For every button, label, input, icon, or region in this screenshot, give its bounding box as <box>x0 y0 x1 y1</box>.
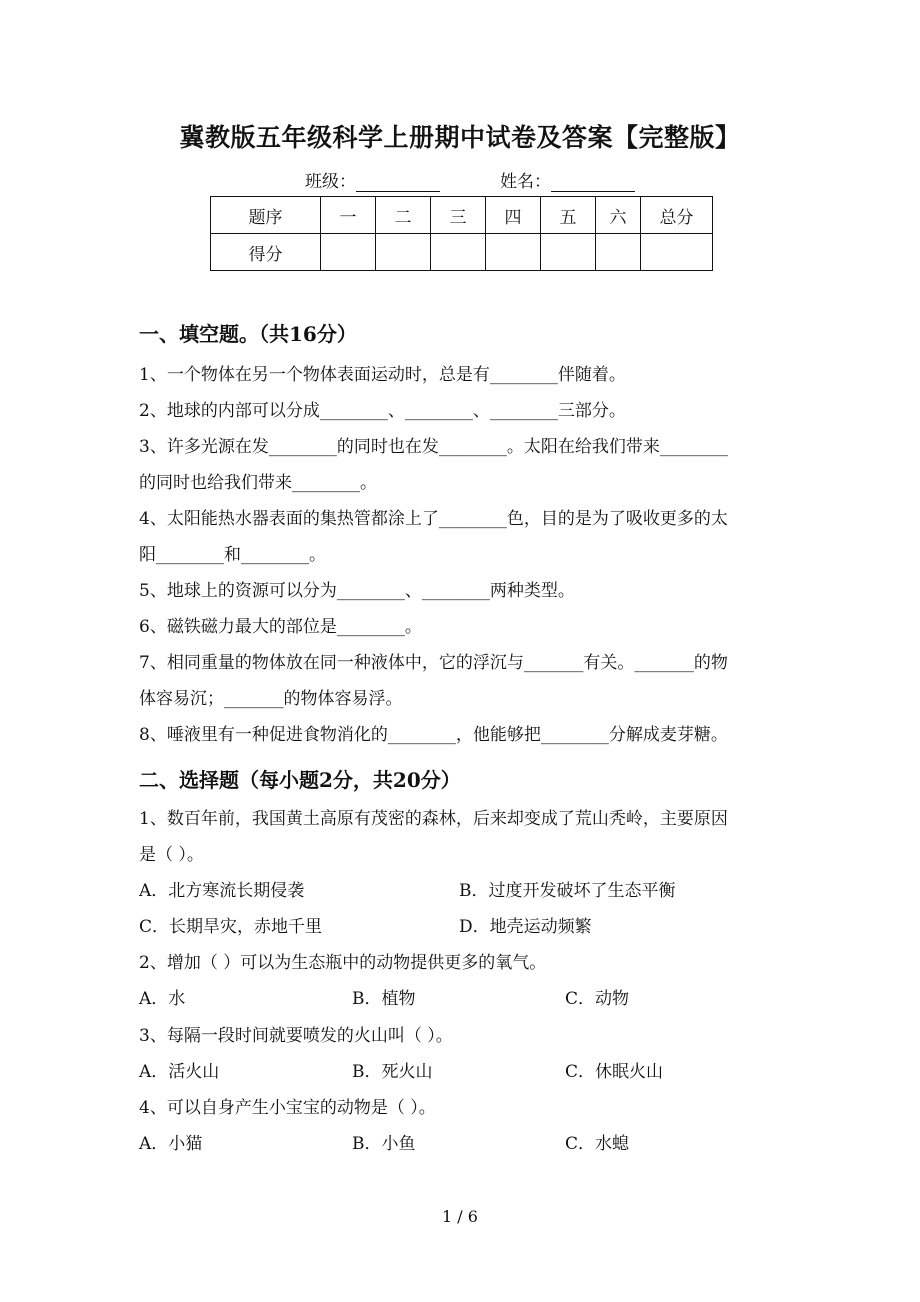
question-line: 的同时也给我们带来________。 <box>139 473 377 493</box>
option-a[interactable]: A．水 <box>139 989 186 1009</box>
table-cell: 六 <box>596 197 641 234</box>
score-input-cell[interactable] <box>321 234 376 271</box>
option-c[interactable]: C．动物 <box>565 989 630 1009</box>
option-a[interactable]: A．北方寒流长期侵袭 <box>139 881 305 901</box>
class-field <box>305 167 440 192</box>
question-line: 5、地球上的资源可以分为________、________两种类型。 <box>139 581 575 601</box>
table-cell: 一 <box>321 197 376 234</box>
option-b[interactable]: B．小鱼 <box>352 1134 416 1154</box>
option-c[interactable]: C．长期旱灾，赤地千里 <box>139 917 323 937</box>
table-cell: 得分 <box>211 234 321 271</box>
table-cell: 二 <box>376 197 431 234</box>
question-line: 4、可以自身产生小宝宝的动物是（ ）。 <box>139 1098 436 1118</box>
section1-title: 一、填空题。（共16分） <box>139 322 357 346</box>
option-d[interactable]: D．地壳运动频繁 <box>459 917 592 937</box>
question-line: 2、地球的内部可以分成________、________、________三部分。 <box>139 401 626 421</box>
page-title: 冀教版五年级科学上册期中试卷及答案【完整版】 <box>179 123 741 152</box>
name-field <box>500 167 635 192</box>
question-line: 8、唾液里有一种促进食物消化的________，他能够把________分解成麦芽糖。 <box>139 725 728 745</box>
class-blank <box>356 173 440 192</box>
table-cell: 三 <box>431 197 486 234</box>
option-c[interactable]: C．水螅 <box>565 1134 630 1154</box>
score-input-cell[interactable] <box>541 234 596 271</box>
question-line: 2、增加（ ）可以为生态瓶中的动物提供更多的氧气。 <box>139 953 547 973</box>
score-table <box>210 196 713 271</box>
question-line: 体容易沉；_______的物体容易浮。 <box>139 689 403 709</box>
score-input-cell[interactable] <box>431 234 486 271</box>
table-cell: 四 <box>486 197 541 234</box>
question-line: 3、每隔一段时间就要喷发的火山叫（ ）。 <box>139 1026 453 1046</box>
question-line: 1、数百年前，我国黄土高原有茂密的森林，后来却变成了荒山秃岭，主要原因 <box>139 809 728 829</box>
name-label: 姓名： <box>500 172 551 192</box>
score-input-cell[interactable] <box>596 234 641 271</box>
option-c[interactable]: C．休眠火山 <box>565 1062 664 1082</box>
question-line: 4、太阳能热水器表面的集热管都涂上了________色，目的是为了吸收更多的太 <box>139 509 728 529</box>
option-b[interactable]: B．过度开发破坏了生态平衡 <box>459 881 676 901</box>
question-line: 3、许多光源在发________的同时也在发________。太阳在给我们带来________ <box>139 437 728 457</box>
question-line: 1、一个物体在另一个物体表面运动时，总是有________伴随着。 <box>139 365 626 385</box>
table-cell: 总分 <box>641 197 713 234</box>
name-blank <box>551 173 635 192</box>
score-input-cell[interactable] <box>486 234 541 271</box>
question-line: 是（ ）。 <box>139 845 204 865</box>
page-number: 1 / 6 <box>442 1207 478 1226</box>
score-table-header-row <box>211 197 713 234</box>
question-line: 阳________和________。 <box>139 545 326 565</box>
option-a[interactable]: A．活火山 <box>139 1062 220 1082</box>
question-line: 6、磁铁磁力最大的部位是________。 <box>139 617 422 637</box>
option-b[interactable]: B．死火山 <box>352 1062 433 1082</box>
table-cell: 题序 <box>211 197 321 234</box>
option-a[interactable]: A．小猫 <box>139 1134 203 1154</box>
score-input-cell[interactable] <box>641 234 713 271</box>
class-label: 班级： <box>305 172 356 192</box>
section2-title: 二、选择题（每小题2分，共20分） <box>139 768 461 792</box>
score-table-score-row <box>211 234 713 271</box>
question-line: 7、相同重量的物体放在同一种液体中，它的浮沉与_______有关。_______的物 <box>139 653 728 673</box>
option-b[interactable]: B．植物 <box>352 989 416 1009</box>
table-cell: 五 <box>541 197 596 234</box>
score-input-cell[interactable] <box>376 234 431 271</box>
